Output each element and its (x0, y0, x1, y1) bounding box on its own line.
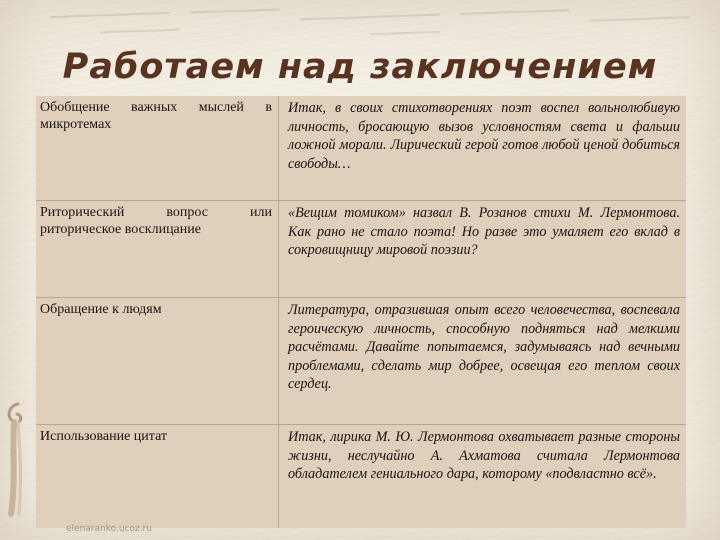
table-row (36, 96, 686, 200)
technique-cell: Использование цитат (40, 429, 168, 444)
technique-cell: Обобщение важных мыслей в микротемах (40, 100, 272, 132)
conclusion-table (36, 96, 686, 528)
table-row (36, 298, 686, 424)
example-cell: Литература, отразившая опыт всего человечества, воспевала героическую личность, способную подняться над мелкими расчётами. Давайте попытаемся, задумываясь над вечными проблемами, сделать мир добрее, освещая его теплом своих сердец. (288, 302, 680, 393)
scroll-ornament-icon (2, 400, 32, 520)
table-row (36, 425, 686, 528)
background-handwriting (40, 6, 700, 42)
table-row (36, 201, 686, 297)
technique-cell: Риторический вопрос или риторическое восклицание (40, 205, 272, 237)
page-title: Работаем над заключением (62, 47, 658, 87)
example-cell: Итак, лирика М. Ю. Лермонтова охватывает разные стороны жизни, неслучайно А. Ахматова считала Лермонтова обладателем гениального дара, которому «подвластно всё». (288, 429, 680, 483)
technique-cell: Обращение к людям (40, 302, 162, 317)
example-cell: Итак, в своих стихотворениях поэт воспел вольнолюбивую личность, бросающую вызов условностям света и фальши ложной морали. Лирический герой готов любой ценой добиться свободы… (288, 100, 680, 172)
example-cell: «Вещим томиком» назвал В. Розанов стихи М. Лермонтова. Как рано не стало поэта! Но разве это умаляет его вклад в сокровищницу мировой поэзии? (288, 205, 680, 259)
footer-watermark: elenaranko.ucoz.ru (66, 524, 152, 534)
